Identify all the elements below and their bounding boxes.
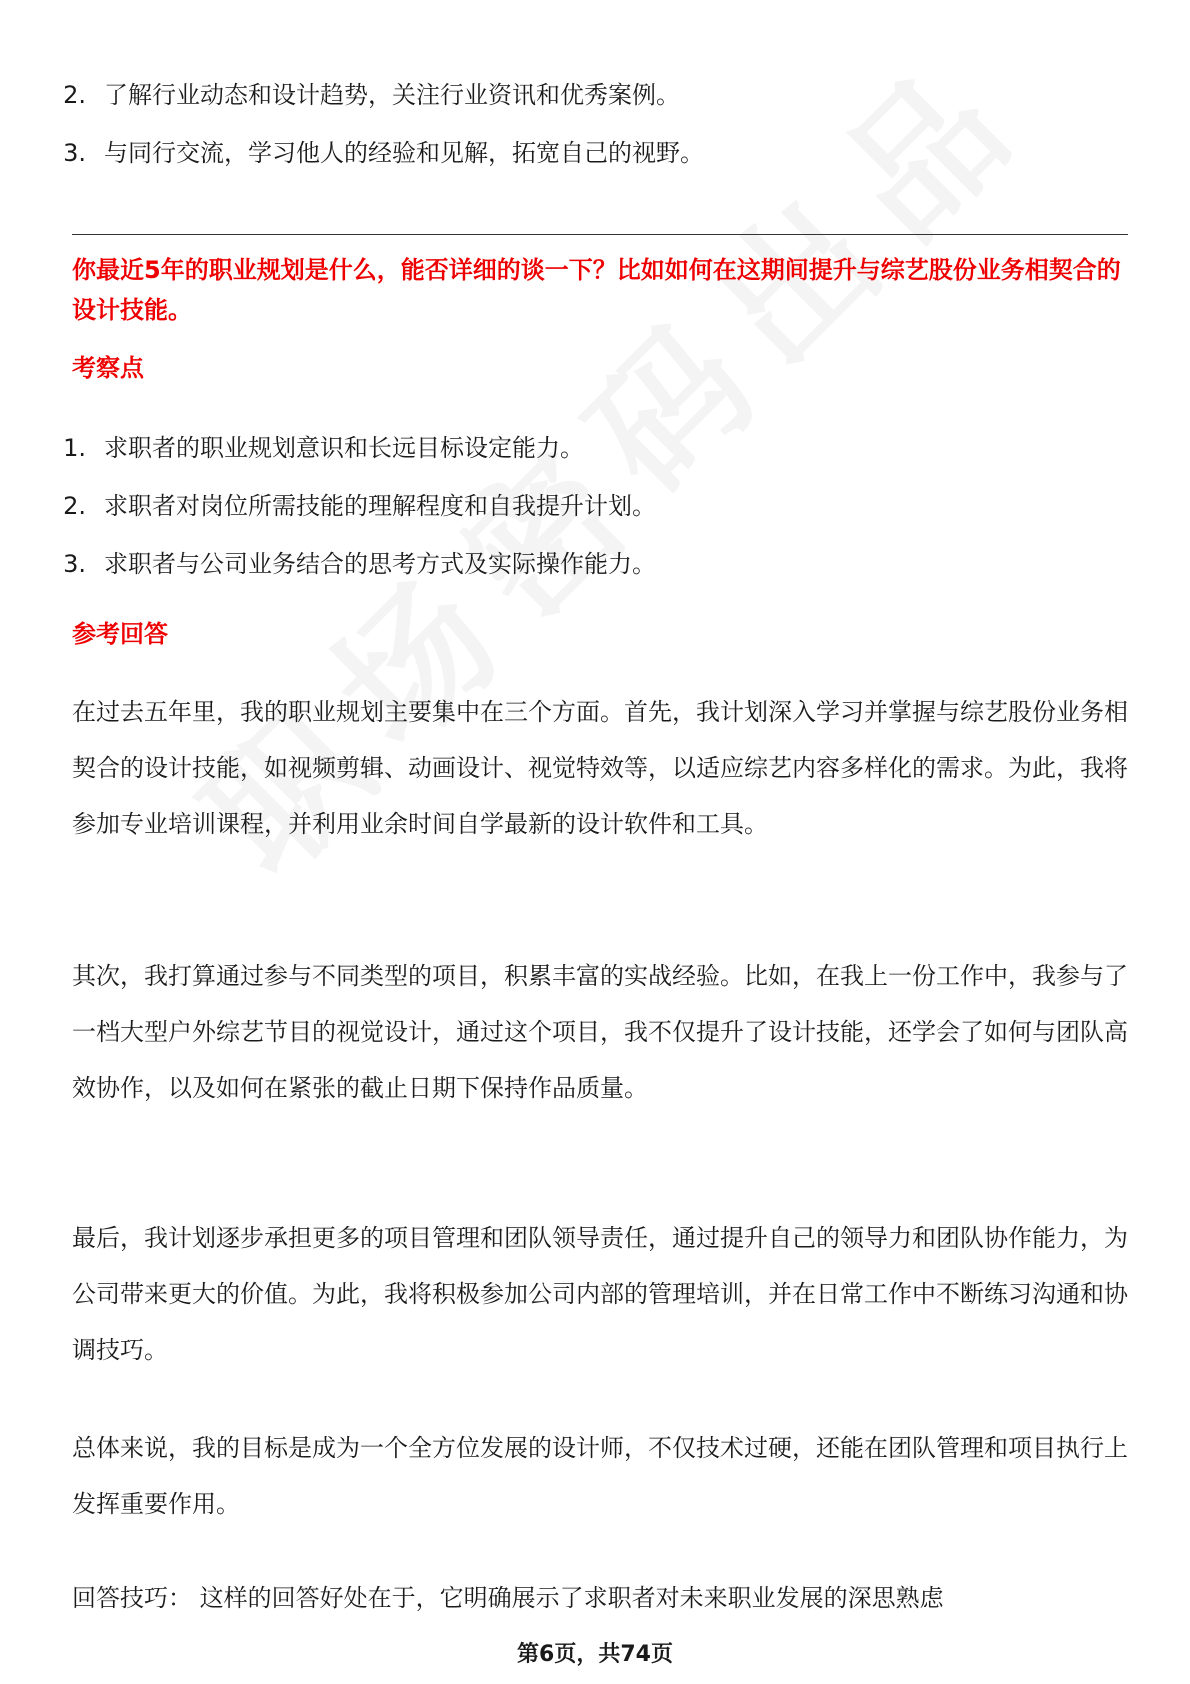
- previous-answer-list: [50, 75, 1130, 191]
- list-item: [50, 428, 1130, 468]
- answer-paragraph: 最后，我计划逐步承担更多的项目管理和团队领导责任，通过提升自己的领导力和团队协作能力，为公司带来更大的价值。为此，我将积极参加公司内部的管理培训，并在日常工作中不断练习沟通和协调技巧。: [72, 1224, 1128, 1364]
- page-number: 第6页，共74页: [517, 1642, 673, 1667]
- list-number: 2.: [63, 81, 86, 109]
- list-item-text: 与同行交流，学习他人的经验和见解，拓宽自己的视野。: [104, 139, 704, 167]
- list-item: [50, 486, 1130, 526]
- list-item-text: 求职者的职业规划意识和长远目标设定能力。: [104, 434, 584, 462]
- answer-paragraph: 在过去五年里，我的职业规划主要集中在三个方面。首先，我计划深入学习并掌握与综艺股份业务相契合的设计技能，如视频剪辑、动画设计、视觉特效等，以适应综艺内容多样化的需求。为此，我将参加专业培训课程，并利用业余时间自学最新的设计软件和工具。: [72, 698, 1128, 838]
- list-item-text: 求职者对岗位所需技能的理解程度和自我提升计划。: [104, 492, 656, 520]
- reference-answer-heading: 参考回答: [72, 620, 168, 648]
- list-number: 3.: [63, 139, 86, 167]
- assessment-points-heading: 考察点: [72, 354, 144, 382]
- section-divider: [72, 234, 1128, 235]
- question-heading: 你最近5年的职业规划是什么，能否详细的谈一下？比如如何在这期间提升与综艺股份业务相契合的设计技能。: [72, 256, 1121, 324]
- list-item-text: 求职者与公司业务结合的思考方式及实际操作能力。: [104, 550, 656, 578]
- list-number: 1.: [63, 434, 86, 462]
- list-item-text: 了解行业动态和设计趋势，关注行业资讯和优秀案例。: [104, 81, 680, 109]
- answer-paragraph: 总体来说，我的目标是成为一个全方位发展的设计师，不仅技术过硬，还能在团队管理和项目执行上发挥重要作用。: [72, 1434, 1128, 1518]
- answer-paragraph: 其次，我打算通过参与不同类型的项目，积累丰富的实战经验。比如，在我上一份工作中，我参与了一档大型户外综艺节目的视觉设计，通过这个项目，我不仅提升了设计技能，还学会了如何与团队高效协作，以及如何在紧张的截止日期下保持作品质量。: [72, 962, 1128, 1102]
- list-number: 3.: [63, 550, 86, 578]
- answer-tips-paragraph: 回答技巧： 这样的回答好处在于，它明确展示了求职者对未来职业发展的深思熟虑: [72, 1584, 944, 1612]
- assessment-points-list: [50, 428, 1130, 602]
- list-item: [50, 544, 1130, 584]
- list-number: 2.: [63, 492, 86, 520]
- list-item: [50, 75, 1130, 115]
- list-item: [50, 133, 1130, 173]
